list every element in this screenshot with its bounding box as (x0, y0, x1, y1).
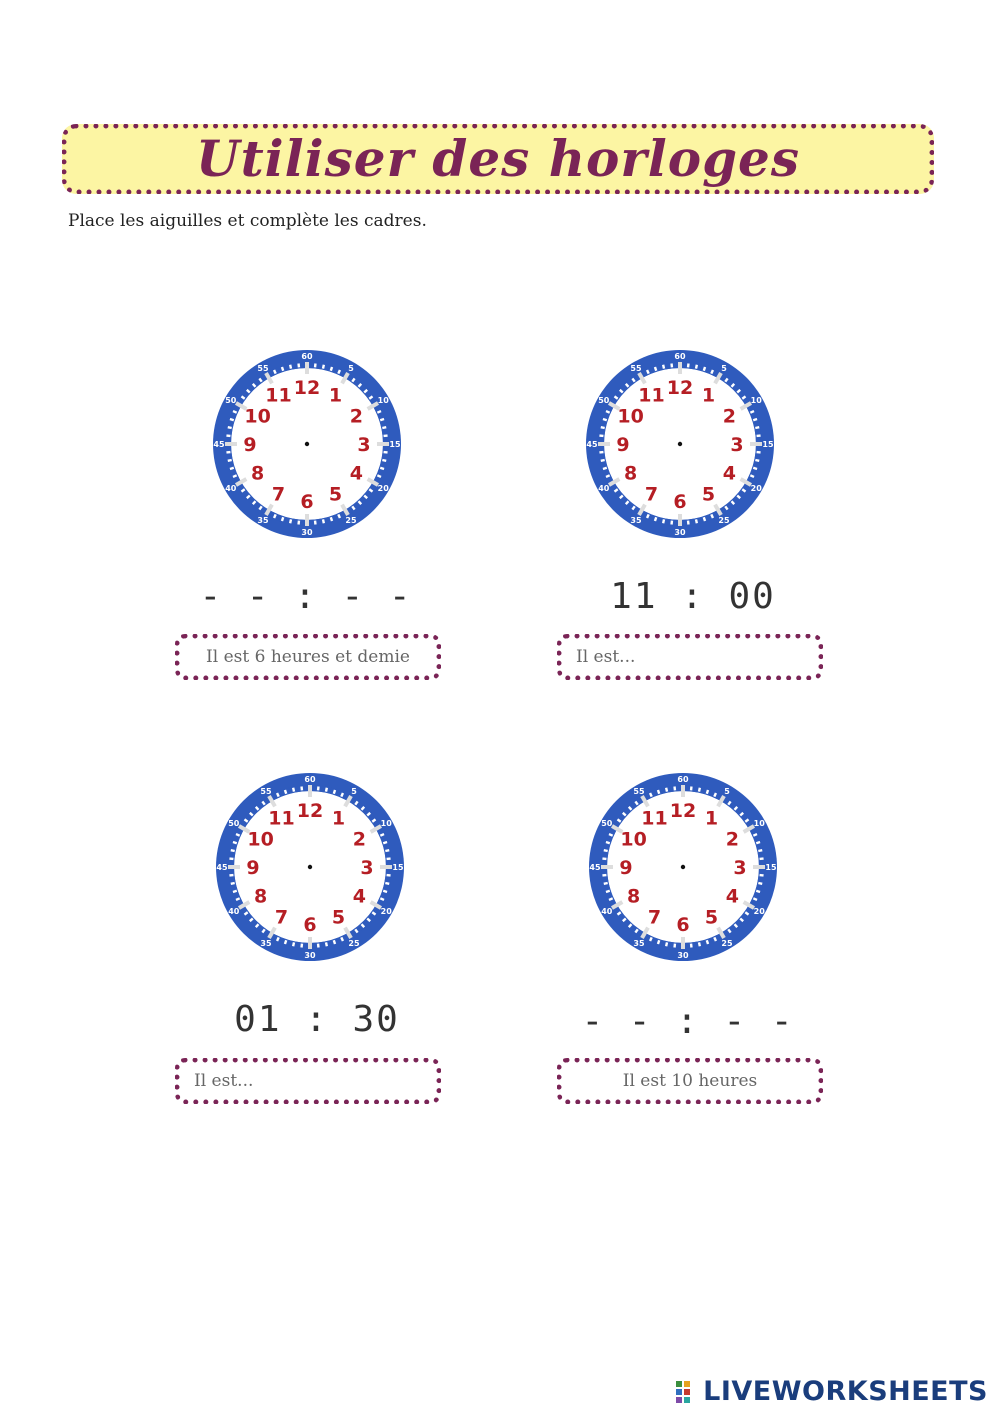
minute-tick (380, 898, 384, 900)
minute-label: 40 (601, 907, 613, 916)
minute-label: 30 (304, 951, 316, 960)
hour-label: 1 (704, 807, 719, 830)
minute-tick (334, 790, 335, 794)
minute-label: 20 (753, 907, 765, 916)
minute-tick (711, 514, 713, 518)
minute-tick (341, 937, 343, 941)
minute-tick (293, 788, 294, 792)
minute-tick (233, 891, 237, 892)
minute-label: 20 (750, 484, 762, 493)
minute-tick (331, 517, 332, 521)
hour-label: 8 (251, 462, 265, 485)
minute-label: 50 (601, 819, 613, 828)
hour-label: 9 (616, 434, 630, 456)
minute-tick (753, 419, 757, 420)
minute-tick (380, 419, 384, 420)
hour-label: 3 (357, 434, 371, 456)
minute-tick (282, 367, 283, 371)
minute-tick (236, 898, 240, 900)
time-display-4: - - : - - (581, 1001, 795, 1042)
minute-tick (756, 891, 760, 892)
minute-tick (650, 793, 652, 797)
minute-tick (603, 419, 607, 420)
minute-label: 50 (598, 396, 610, 405)
minute-tick (666, 788, 667, 792)
minute-tick (236, 834, 240, 836)
minute-tick (274, 370, 276, 374)
minute-tick (647, 514, 649, 518)
page-title: Utiliser des horloges (195, 129, 801, 188)
minute-label: 55 (257, 363, 269, 373)
hour-label: 8 (254, 885, 268, 908)
answer-box-4[interactable]: Il est 10 heures (557, 1058, 823, 1104)
minute-label: 25 (345, 516, 357, 526)
hour-label: 4 (352, 885, 366, 908)
minute-label: 10 (377, 396, 389, 405)
clock-face-2[interactable] (585, 349, 775, 539)
minute-tick (233, 842, 237, 843)
minute-tick (293, 942, 294, 946)
minute-tick (750, 411, 754, 413)
minute-tick (274, 514, 276, 518)
minute-tick (711, 370, 713, 374)
hour-label: 7 (644, 483, 659, 506)
minute-tick (228, 427, 232, 428)
hour-label: 12 (669, 800, 697, 822)
minute-label: 45 (213, 440, 225, 449)
minute-tick (290, 519, 291, 523)
minute-label: 50 (228, 819, 240, 828)
minute-tick (382, 427, 386, 428)
minute-label: 5 (724, 786, 730, 796)
minute-tick (714, 793, 716, 797)
minute-tick (704, 367, 705, 371)
minute-tick (707, 940, 708, 944)
minute-label: 40 (225, 484, 237, 493)
minute-label: 55 (630, 363, 642, 373)
hour-label: 12 (296, 800, 324, 822)
minute-tick (663, 519, 664, 523)
minute-tick (758, 850, 762, 851)
minute-tick (277, 937, 279, 941)
minute-label: 15 (765, 863, 777, 872)
hour-label: 9 (619, 857, 633, 879)
minute-tick (383, 891, 387, 892)
minute-label: 60 (677, 775, 689, 784)
hour-label: 2 (725, 828, 739, 851)
hour-label: 1 (331, 807, 346, 830)
hour-label: 10 (620, 828, 647, 851)
minute-label: 35 (630, 516, 642, 526)
minute-tick (604, 883, 608, 884)
minute-tick (753, 834, 757, 836)
clock-center-dot (678, 442, 682, 446)
minute-tick (233, 475, 237, 477)
minute-tick (601, 460, 605, 461)
hour-label: 12 (666, 377, 694, 399)
minute-label: 15 (392, 863, 404, 872)
hour-label: 2 (722, 405, 736, 428)
time-display-2: 11 : 00 (610, 576, 776, 617)
minute-tick (753, 898, 757, 900)
minute-tick (699, 942, 700, 946)
hour-label: 9 (246, 857, 260, 879)
minute-label: 40 (228, 907, 240, 916)
minute-tick (756, 842, 760, 843)
hour-label: 9 (243, 434, 257, 456)
answer-box-3[interactable]: Il est... (175, 1058, 441, 1104)
minute-tick (230, 419, 234, 420)
title-banner (62, 124, 934, 194)
minute-tick (231, 883, 235, 884)
minute-tick (658, 790, 659, 794)
minute-label: 5 (721, 363, 727, 373)
minute-tick (382, 460, 386, 461)
clock-center-dot (305, 442, 309, 446)
minute-tick (707, 790, 708, 794)
hour-label: 6 (303, 914, 317, 936)
minute-label: 45 (586, 440, 598, 449)
hour-label: 11 (268, 807, 295, 830)
liveworksheets-logo-icon (675, 1380, 699, 1404)
minute-tick (604, 850, 608, 851)
minute-tick (696, 365, 697, 369)
minute-label: 15 (389, 440, 401, 449)
minute-label: 60 (304, 775, 316, 784)
minute-label: 35 (633, 939, 645, 949)
hour-label: 4 (725, 885, 739, 908)
minute-tick (385, 883, 389, 884)
minute-tick (228, 460, 232, 461)
hour-label: 7 (274, 906, 289, 929)
minute-tick (282, 517, 283, 521)
minute-tick (750, 475, 754, 477)
answer-box-1[interactable]: Il est 6 heures et demie (175, 634, 441, 680)
minute-label: 25 (721, 939, 733, 949)
minute-tick (323, 365, 324, 369)
minute-tick (606, 891, 610, 892)
minute-label: 30 (301, 528, 313, 537)
minute-label: 40 (598, 484, 610, 493)
minute-label: 30 (674, 528, 686, 537)
clock-face-1[interactable] (212, 349, 402, 539)
minute-tick (658, 940, 659, 944)
hour-label: 1 (328, 384, 343, 407)
hour-label: 12 (293, 377, 321, 399)
hour-label: 6 (673, 491, 687, 513)
minute-tick (758, 883, 762, 884)
hour-label: 4 (349, 462, 363, 485)
hour-label: 10 (617, 405, 644, 428)
clock-center-dot (308, 865, 312, 869)
minute-tick (231, 850, 235, 851)
time-display-1: - - : - - (199, 576, 413, 617)
minute-tick (326, 788, 327, 792)
minute-tick (650, 937, 652, 941)
clock-face-4[interactable] (588, 772, 778, 962)
minute-tick (338, 370, 340, 374)
minute-tick (699, 788, 700, 792)
minute-tick (696, 519, 697, 523)
minute-tick (714, 937, 716, 941)
minute-tick (755, 427, 759, 428)
minute-tick (663, 365, 664, 369)
hour-label: 8 (627, 885, 641, 908)
minute-tick (380, 468, 384, 469)
hour-label: 7 (647, 906, 662, 929)
minute-tick (383, 842, 387, 843)
hour-label: 1 (701, 384, 716, 407)
minute-tick (334, 940, 335, 944)
liveworksheets-brand (675, 1376, 988, 1407)
hour-label: 11 (638, 384, 665, 407)
hour-label: 7 (271, 483, 286, 506)
minute-tick (704, 517, 705, 521)
clock-face-3[interactable] (215, 772, 405, 962)
minute-tick (655, 367, 656, 371)
minute-label: 10 (750, 396, 762, 405)
minute-label: 60 (674, 352, 686, 361)
minute-tick (290, 365, 291, 369)
hour-label: 2 (352, 828, 366, 851)
minute-tick (655, 517, 656, 521)
minute-tick (606, 475, 610, 477)
minute-tick (666, 942, 667, 946)
minute-label: 10 (753, 819, 765, 828)
minute-label: 55 (633, 786, 645, 796)
time-display-3: 01 : 30 (234, 999, 400, 1040)
minute-tick (755, 460, 759, 461)
minute-tick (341, 793, 343, 797)
minute-tick (609, 898, 613, 900)
hour-label: 5 (331, 906, 346, 929)
minute-label: 50 (225, 396, 237, 405)
minute-tick (326, 942, 327, 946)
minute-tick (385, 850, 389, 851)
hour-label: 11 (265, 384, 292, 407)
minute-tick (603, 468, 607, 469)
minute-label: 45 (216, 863, 228, 872)
hour-label: 11 (641, 807, 668, 830)
minute-label: 20 (377, 484, 389, 493)
minute-tick (331, 367, 332, 371)
hour-label: 5 (704, 906, 719, 929)
minute-label: 60 (301, 352, 313, 361)
minute-tick (380, 834, 384, 836)
minute-tick (377, 411, 381, 413)
minute-tick (606, 842, 610, 843)
hour-label: 3 (730, 434, 744, 456)
hour-label: 2 (349, 405, 363, 428)
minute-label: 20 (380, 907, 392, 916)
minute-tick (647, 370, 649, 374)
minute-tick (609, 834, 613, 836)
minute-tick (233, 411, 237, 413)
instruction-text: Place les aiguilles et complète les cadres. (68, 211, 427, 231)
minute-tick (601, 427, 605, 428)
minute-tick (285, 940, 286, 944)
clock-center-dot (681, 865, 685, 869)
hour-label: 10 (247, 828, 274, 851)
hour-label: 8 (624, 462, 638, 485)
minute-tick (277, 793, 279, 797)
minute-label: 55 (260, 786, 272, 796)
hour-label: 3 (360, 857, 374, 879)
minute-label: 45 (589, 863, 601, 872)
minute-tick (377, 475, 381, 477)
minute-label: 30 (677, 951, 689, 960)
hour-label: 5 (328, 483, 343, 506)
hour-label: 10 (244, 405, 271, 428)
answer-box-2[interactable]: Il est... (557, 634, 823, 680)
minute-label: 35 (260, 939, 272, 949)
hour-label: 4 (722, 462, 736, 485)
minute-label: 35 (257, 516, 269, 526)
minute-label: 15 (762, 440, 774, 449)
minute-tick (323, 519, 324, 523)
minute-tick (753, 468, 757, 469)
minute-label: 10 (380, 819, 392, 828)
minute-label: 25 (718, 516, 730, 526)
minute-tick (230, 468, 234, 469)
minute-label: 5 (351, 786, 357, 796)
minute-tick (285, 790, 286, 794)
minute-tick (606, 411, 610, 413)
minute-label: 25 (348, 939, 360, 949)
minute-label: 5 (348, 363, 354, 373)
hour-label: 3 (733, 857, 747, 879)
hour-label: 5 (701, 483, 716, 506)
minute-tick (338, 514, 340, 518)
hour-label: 6 (676, 914, 690, 936)
hour-label: 6 (300, 491, 314, 513)
brand-name: LIVEWORKSHEETS (703, 1376, 988, 1407)
